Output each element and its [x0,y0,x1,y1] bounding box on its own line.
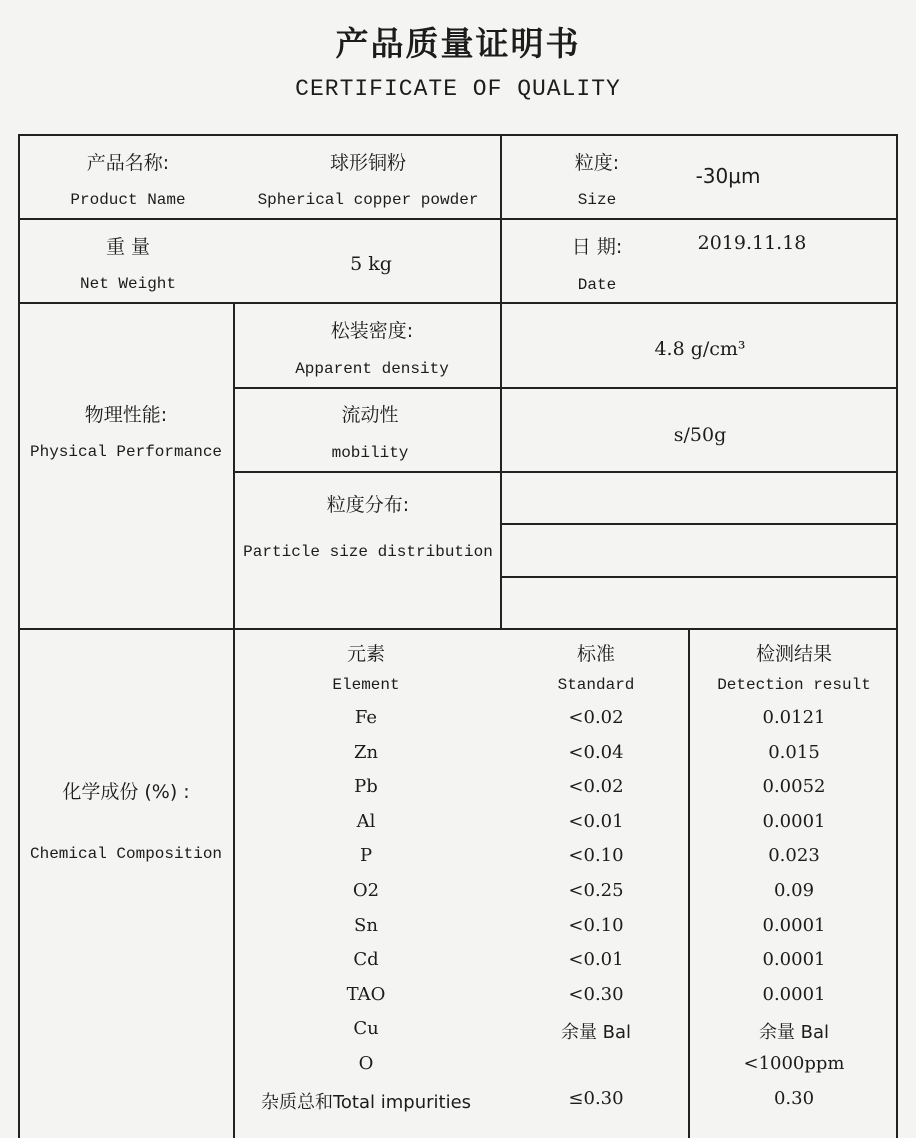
size-value: -30μm [695,164,761,188]
physical-label-en: Physical Performance [29,443,223,461]
standard-cell: ≤0.30 [568,1087,624,1109]
weight-label-en: Net Weight [79,275,177,293]
result-cell: 0.30 [773,1087,815,1109]
element-header-en: Element [332,676,400,694]
element-cell: Fe [354,707,378,728]
result-cell: 0.0121 [762,707,826,728]
result-cell: 0.09 [773,880,815,901]
product-name-label-en: Product Name [70,191,186,209]
certificate-title-cn: 产品质量证明书 [335,24,581,63]
standard-cell: <0.02 [568,776,624,798]
element-cell: O [358,1053,374,1074]
result-header-en: Detection result [717,676,871,694]
element-cell: TAO [346,983,386,1005]
result-cell: 0.0001 [762,914,826,936]
element-cell: Cd [353,949,379,971]
date-value: 2019.11.18 [697,232,807,254]
standard-cell: <0.01 [568,949,624,971]
result-header-cn: 检测结果 [755,643,833,665]
standard-cell: <0.01 [568,810,624,832]
apparent-density-value: 4.8 g/cm³ [654,338,746,360]
result-cell: 0.0001 [762,983,826,1005]
result-cell: 0.0001 [762,949,826,971]
result-cell: 0.023 [768,845,820,867]
result-cell: <1000ppm [743,1053,845,1074]
particle-size-label-cn: 粒度分布: [326,494,410,516]
physical-label-cn: 物理性能: [84,404,168,426]
mobility-label-cn: 流动性 [341,404,399,426]
element-cell: Al [356,810,376,832]
product-name-label-cn: 产品名称: [86,152,170,174]
standard-cell: <0.10 [568,845,624,867]
standard-cell: 余量 Bal [560,1022,632,1044]
chemical-label-en: Chemical Composition [29,845,223,863]
chemical-label-cn: 化学成份 (%) : [62,781,190,803]
certificate-title-en: CERTIFICATE OF QUALITY [295,76,621,102]
element-cell: O2 [352,880,380,901]
mobility-value: s/50g [673,424,727,446]
date-label-cn: 日 期: [571,236,623,258]
element-cell: Zn [353,741,379,763]
standard-cell: <0.02 [568,707,624,728]
result-cell: 0.0001 [762,810,826,832]
element-cell: Cu [353,1018,379,1040]
standard-header-en: Standard [557,676,635,694]
element-cell: 杂质总和Total impurities [260,1091,472,1113]
mobility-label-en: mobility [331,444,409,462]
product-name-value-en: Spherical copper powder [257,191,479,209]
result-cell: 余量 Bal [758,1022,830,1044]
size-label-en: Size [577,191,617,209]
weight-value: 5 kg [350,253,392,275]
result-cell: 0.0052 [762,776,826,798]
standard-header-cn: 标准 [576,643,616,665]
standard-cell: <0.04 [568,741,624,763]
element-cell: Sn [354,914,378,936]
product-name-value-cn: 球形铜粉 [329,152,407,174]
apparent-density-label-en: Apparent density [295,360,449,378]
element-cell: Pb [354,776,378,798]
standard-cell: <0.10 [568,914,624,936]
weight-label-cn: 重 量 [105,236,151,258]
date-label-en: Date [577,276,617,294]
particle-size-label-en: Particle size distribution [243,543,493,561]
standard-cell: <0.25 [568,880,624,901]
element-header-cn: 元素 [346,643,386,665]
apparent-density-label-cn: 松装密度: [330,320,414,342]
result-cell: 0.015 [768,741,820,763]
size-label-cn: 粒度: [574,152,620,174]
element-cell: P [359,845,373,867]
standard-cell: <0.30 [568,983,624,1005]
